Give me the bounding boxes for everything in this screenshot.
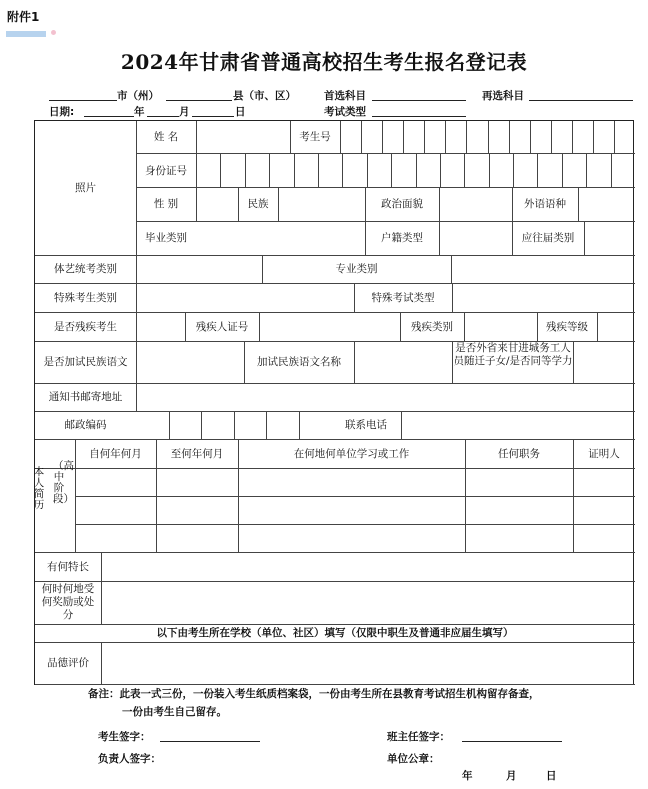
decorative-dot xyxy=(51,30,56,35)
footer-year: 年 xyxy=(462,770,473,782)
month-label: 月 xyxy=(179,106,190,118)
disabled-type-label: 残疾类别 xyxy=(411,321,453,333)
exam-no-cell[interactable] xyxy=(382,121,403,153)
id-no-cell[interactable] xyxy=(367,153,391,187)
month-blank[interactable] xyxy=(147,116,179,117)
year-blank[interactable] xyxy=(84,116,134,117)
id-no-cell[interactable] xyxy=(537,153,561,187)
id-no-cell[interactable] xyxy=(318,153,342,187)
exam-no-label: 考生号 xyxy=(299,131,331,143)
day-blank[interactable] xyxy=(192,116,234,117)
id-no-cell[interactable] xyxy=(269,153,293,187)
note-line-2: 一份由考生自己留存。 xyxy=(122,706,227,718)
exam-type-label: 考试类型 xyxy=(324,106,366,118)
ethnicity-label: 民族 xyxy=(247,198,269,210)
note-line-1: 备注：此表一式三份，一份装入考生纸质档案袋，一份由考生所在县教育考试招生机构留存备查， xyxy=(88,688,540,700)
leader-sign-label: 负责人签字： xyxy=(98,753,161,765)
exam-type-blank[interactable] xyxy=(372,116,466,117)
id-no-cell[interactable] xyxy=(464,153,488,187)
exam-no-cell[interactable] xyxy=(614,121,635,153)
exam-no-cell[interactable] xyxy=(466,121,487,153)
hukou-label: 户籍类型 xyxy=(381,232,423,244)
political-label: 政治面貌 xyxy=(381,198,423,210)
exam-no-cell[interactable] xyxy=(551,121,572,153)
awards-label: 何时何地受何奖励或处分 xyxy=(41,583,95,621)
decorative-bar xyxy=(6,31,46,37)
id-no-cell[interactable] xyxy=(562,153,586,187)
gender-label: 性 别 xyxy=(153,198,179,210)
id-no-cell[interactable] xyxy=(391,153,415,187)
name-label: 姓 名 xyxy=(153,131,179,143)
disabled-level-label: 残疾等级 xyxy=(546,321,588,333)
ethnic-lang-name-label: 加试民族语文名称 xyxy=(257,356,341,368)
id-no-cell[interactable] xyxy=(196,153,220,187)
page-title: 2024年甘肃省普通高校招生考生报名登记表 xyxy=(120,50,528,74)
date-label: 日期: xyxy=(49,106,75,118)
postcode-cell[interactable] xyxy=(266,411,299,439)
first-subject-blank[interactable] xyxy=(372,100,466,101)
postcode-cell[interactable] xyxy=(234,411,267,439)
resume-from-header: 自何年何月 xyxy=(89,448,142,460)
id-no-cell[interactable] xyxy=(342,153,366,187)
postcode-cell[interactable] xyxy=(136,411,169,439)
student-sign-label: 考生签字： xyxy=(98,731,151,743)
id-no-label: 身份证号 xyxy=(145,165,187,177)
day-label: 日 xyxy=(235,106,246,118)
city-blank[interactable] xyxy=(49,100,117,101)
id-no-cell[interactable] xyxy=(586,153,610,187)
special-type-label: 特殊考生类别 xyxy=(54,292,117,304)
resume-witness-header: 证明人 xyxy=(588,448,620,460)
id-no-cell[interactable] xyxy=(416,153,440,187)
id-no-cell[interactable] xyxy=(611,153,635,187)
seal-label: 单位公章： xyxy=(387,753,440,765)
teacher-sign-blank[interactable] xyxy=(462,741,562,742)
exam-no-cell[interactable] xyxy=(530,121,551,153)
exam-no-cell[interactable] xyxy=(593,121,614,153)
special-exam-label: 特殊考试类型 xyxy=(371,292,435,304)
exam-no-cell[interactable] xyxy=(424,121,445,153)
id-no-cell[interactable] xyxy=(440,153,464,187)
first-subject-label: 首选科目 xyxy=(324,90,366,102)
year-label: 年 xyxy=(134,106,145,118)
id-no-cell[interactable] xyxy=(513,153,537,187)
phone-label: 联系电话 xyxy=(345,419,387,431)
resume-where-header: 在何地何单位学习或工作 xyxy=(293,448,410,460)
footer-day: 日 xyxy=(546,770,557,782)
exam-no-cell[interactable] xyxy=(361,121,382,153)
disabled-label: 是否残疾考生 xyxy=(54,321,117,333)
grad-type-label: 毕业类别 xyxy=(145,232,187,244)
registration-form xyxy=(34,120,634,685)
fresh-type-label: 应往届类别 xyxy=(521,232,575,244)
resume-to-header: 至何年何月 xyxy=(170,448,224,460)
id-no-cell[interactable] xyxy=(220,153,244,187)
city-label: 市（州） xyxy=(117,90,159,102)
foreign-lang-label: 外语语种 xyxy=(524,198,566,210)
migrant-label: 是否外省来甘进城务工人员随迁子女/是否同等学力 xyxy=(453,342,573,367)
postcode-label: 邮政编码 xyxy=(64,419,107,431)
teacher-sign-label: 班主任签字： xyxy=(387,731,450,743)
photo-label: 照片 xyxy=(75,182,96,194)
exam-no-cell[interactable] xyxy=(340,121,361,153)
moral-label: 品德评价 xyxy=(47,657,89,669)
id-no-cell[interactable] xyxy=(294,153,318,187)
ethnic-lang-label: 是否加试民族语文 xyxy=(43,356,128,368)
exam-no-cell[interactable] xyxy=(403,121,424,153)
attachment-label: 附件1 xyxy=(7,10,40,24)
exam-no-cell[interactable] xyxy=(445,121,466,153)
postcode-cell[interactable] xyxy=(201,411,234,439)
id-no-cell[interactable] xyxy=(245,153,269,187)
resume-label: 本人简历 xyxy=(33,466,45,511)
resume-sub-label: （高中阶段） xyxy=(53,460,74,505)
exam-no-cell[interactable] xyxy=(488,121,509,153)
county-blank[interactable] xyxy=(166,100,232,101)
school-note: 以下由考生所在学校（单位、社区）填写（仅限中职生及普通非应届生填写） xyxy=(156,627,514,639)
footer-month: 月 xyxy=(506,770,517,782)
second-subject-label: 再选科目 xyxy=(482,90,524,102)
postcode-cell[interactable] xyxy=(299,411,332,439)
major-type-label: 专业类别 xyxy=(335,263,378,275)
arts-type-label: 体艺统考类别 xyxy=(54,263,117,275)
exam-no-cell[interactable] xyxy=(572,121,593,153)
talent-label: 有何特长 xyxy=(47,561,89,573)
second-subject-blank[interactable] xyxy=(529,100,633,101)
county-label: 县（市、区） xyxy=(233,90,296,102)
student-sign-blank[interactable] xyxy=(160,741,260,742)
postcode-cell[interactable] xyxy=(169,411,202,439)
resume-position-header: 任何职务 xyxy=(498,448,540,460)
disabled-cert-label: 残疾人证号 xyxy=(195,321,249,333)
id-no-cell[interactable] xyxy=(489,153,513,187)
exam-no-cell[interactable] xyxy=(509,121,530,153)
address-label: 通知书邮寄地址 xyxy=(48,391,123,403)
